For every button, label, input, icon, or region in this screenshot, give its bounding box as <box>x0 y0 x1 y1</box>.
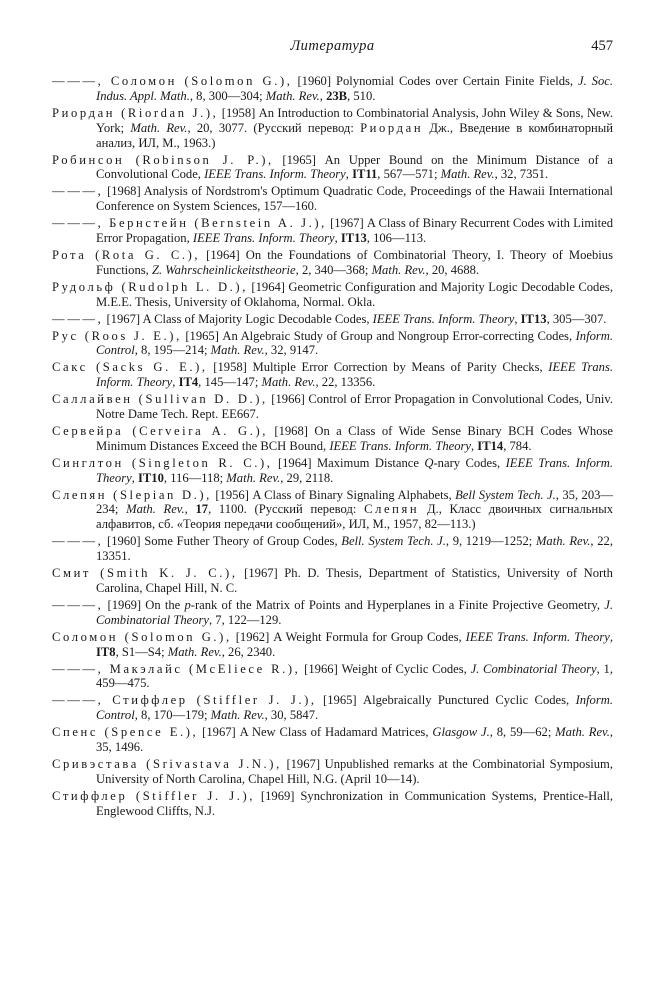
reference-entry <box>52 280 613 310</box>
reference-text: [1962] A Weight Formula for Group Codes, <box>231 629 466 644</box>
reference-text: [1967] A Class of Binary Recurrent Codes with Limited Error Propagation, <box>96 216 614 246</box>
page-number: 457 <box>591 38 613 54</box>
reference-text: , 20, 4688. <box>425 262 480 277</box>
reference-text: , 29, 2118. <box>280 470 334 485</box>
reference-author: ———, <box>52 597 104 612</box>
reference-text: , <box>471 438 478 453</box>
reference-entry <box>52 312 613 327</box>
reference-entry <box>52 153 613 183</box>
reference-bold: IT14 <box>477 438 504 453</box>
reference-entry <box>52 184 613 214</box>
reference-text: , 22, 13356. <box>315 375 376 390</box>
reference-italic: J. Soc. Indus. Appl. Math. <box>96 74 613 103</box>
reference-author: ———, Стиффлер (Stiffler J. J.), <box>52 693 317 708</box>
reference-italic: IEEE Trans. Inform. Theory <box>96 455 614 485</box>
reference-italic: Q <box>424 455 434 470</box>
reference-author: Смит (Smith K. J. C.), <box>52 566 238 581</box>
reference-italic: Bell. System Tech. J. <box>341 534 446 549</box>
reference-text: , 510. <box>347 88 376 103</box>
reference-text: [1956] A Class of Binary Signaling Alphabets, <box>211 487 456 502</box>
reference-italic: Glasgow J. <box>432 725 490 740</box>
reference-author: Спенс (Spence E.), <box>52 725 199 740</box>
reference-author: Рудольф (Rudolph L. D.), <box>52 279 248 294</box>
reference-italic: Math. Rev. <box>210 343 265 358</box>
reference-text: Д., Класс двоичных сигнальных алфавитов, сб. «Теория передачи сообщений», ИЛ, М., 1957, 82—113.) <box>96 502 613 532</box>
reference-author: Сакс (Sacks G. E.), <box>52 360 208 375</box>
reference-italic: Math. Rev. <box>265 88 320 103</box>
reference-bold: 23B <box>326 88 348 103</box>
reference-italic: IEEE Trans. Inform. Theory <box>329 438 471 453</box>
reference-bold: IT11 <box>352 167 378 182</box>
reference-entry <box>52 534 613 564</box>
reference-author: ———, <box>52 311 104 326</box>
reference-text: [1964] Maximum Distance <box>272 455 425 470</box>
reference-author: Риордан (Riordan J.), <box>52 105 219 120</box>
reference-bold: 17 <box>195 502 209 517</box>
reference-text: -rank of the Matrix of Points and Hyperplanes in a Finite Projective Geometry, <box>190 597 605 612</box>
reference-text: , S1—S4; <box>115 644 168 659</box>
reference-text: , 1100. (Русский перевод: <box>208 502 365 517</box>
reference-text: , <box>514 311 521 326</box>
reference-author: Соломон (Solomon G.), <box>52 629 232 644</box>
reference-text: , 305—307. <box>546 311 607 326</box>
reference-text: , 32, 7351. <box>494 167 549 182</box>
reference-italic: Math. Rev. <box>555 725 610 740</box>
reference-author: Синглтон (Singleton R. C.), <box>52 455 273 470</box>
reference-text: , 26, 2340. <box>221 644 276 659</box>
reference-entry <box>52 360 613 390</box>
reference-bold: IT4 <box>178 375 199 390</box>
reference-italic: Z. Wahrscheinlickeitstheorie <box>151 262 296 277</box>
reference-text: [1968] On a Class of Wide Sense Binary BCH Codes Whose Minimum Distances Exceed the BCH Bound, <box>96 423 613 453</box>
reference-entry <box>52 757 613 787</box>
reference-entry <box>52 566 613 596</box>
reference-text: [1966] Control of Error Propagation in Convolutional Codes, Univ. Notre Dame Tech. Rept. EE667. <box>96 392 613 422</box>
reference-spaced-name: Риордан <box>360 120 424 135</box>
reference-text: , 7, 122—129. <box>209 612 282 627</box>
reference-italic: Math. Rev. <box>130 120 188 135</box>
reference-entry <box>52 329 613 359</box>
reference-author: ———, Соломон (Solomon G.), <box>52 74 293 88</box>
reference-author: ———, <box>52 184 104 199</box>
reference-text: [1967] Unpublished remarks at the Combinatorial Symposium, University of North Carolina, Chapel Hill, N.G. (April 10—14). <box>96 756 613 786</box>
reference-text: , <box>609 629 614 644</box>
reference-text: , <box>319 88 327 103</box>
reference-entry <box>52 693 613 723</box>
reference-text: [1968] Analysis of Nordstrom's Optimum Quadratic Code, Proceedings of the Hawaii International Conference on System Sciences, 157—160. <box>96 184 613 214</box>
reference-italic: IEEE Trans. Inform. Theory <box>372 311 515 326</box>
reference-text: [1969] Synchronization in Communication Systems, Prentice-Hall, Englewood Cliffts, N.J. <box>96 788 613 818</box>
reference-italic: Math. Rev. <box>210 708 265 723</box>
running-title: Литература <box>290 38 375 54</box>
reference-entry <box>52 488 613 533</box>
reference-author: Рус (Roos J. E.), <box>52 328 182 343</box>
reference-italic: p <box>184 597 191 612</box>
reference-text: [1966] Weight of Cyclic Codes, <box>300 661 471 676</box>
reference-text: [1964] Geometric Configuration and Majority Logic Decodable Codes, M.E.E. Thesis, University of Oklahoma, Normal. Okla. <box>96 279 613 309</box>
reference-text: , 1, 459—475. <box>96 661 613 691</box>
reference-entry <box>52 392 613 422</box>
reference-bold: IT13 <box>520 311 547 326</box>
reference-text: , <box>334 231 341 246</box>
reference-text: [1964] On the Foundations of Combinatorial Theory, I. Theory of Moebius Functions, <box>96 247 613 277</box>
reference-text: , 106—113. <box>366 231 427 246</box>
reference-text: , 22, 13351. <box>96 534 613 564</box>
reference-text: , <box>131 470 138 485</box>
reference-text: [1958] An Introduction to Combinatorial Analysis, John Wiley & Sons, New. York; <box>96 105 613 135</box>
reference-italic: Math. Rev. <box>371 262 426 277</box>
reference-entry <box>52 630 613 660</box>
reference-text: [1965] An Algebraic Study of Group and Nongroup Error-correcting Codes, <box>181 328 576 343</box>
reference-text: , 567—571; <box>377 167 441 182</box>
reference-author: ———, Бернстейн (Bernstein A. J.), <box>52 216 327 231</box>
reference-italic: Math. Rev. <box>261 375 316 390</box>
reference-bold: IT10 <box>137 470 164 485</box>
reference-text: [1960] Polynomial Codes over Certain Finite Fields, <box>292 74 578 88</box>
reference-author: Саллайвен (Sullivan D. D.), <box>52 392 268 407</box>
reference-italic: IEEE Trans. Inform. Theory <box>96 360 614 390</box>
reference-entry <box>52 106 613 151</box>
reference-text: [1960] Some Futher Theory of Group Codes, <box>103 534 342 549</box>
reference-author: Робинсон (Robinson J. P.), <box>52 152 274 167</box>
reference-text: , <box>184 502 196 517</box>
reference-text: , 8, 59—62; <box>489 725 556 740</box>
reference-italic: IEEE Trans. Inform. Theory <box>192 231 335 246</box>
reference-italic: J. Combinatorial Theory <box>96 597 613 627</box>
reference-bold: IT8 <box>96 644 116 659</box>
reference-entry <box>52 424 613 454</box>
reference-entry <box>52 789 613 819</box>
reference-text: , <box>345 167 353 182</box>
reference-author: Рота (Rota G. C.), <box>52 247 201 262</box>
reference-text: , 116—118; <box>163 470 227 485</box>
reference-spaced-name: Слепян <box>364 502 420 517</box>
reference-text: , 20, 3077. (Русский перевод: <box>187 120 361 135</box>
reference-italic: IEEE Trans. Inform. Theory <box>465 629 610 644</box>
reference-author: ———, <box>52 534 104 549</box>
reference-author: ———, Макэлайс (McEliece R.), <box>52 661 301 676</box>
reference-italic: Math. Rev. <box>440 167 495 182</box>
reference-text: [1967] A Class of Majority Logic Decodable Codes, <box>103 311 373 326</box>
reference-text: , <box>172 375 179 390</box>
reference-text: , 35, 203—234; <box>96 487 613 517</box>
reference-author: Стиффлер (Stiffler J. J.), <box>52 788 256 803</box>
reference-italic: Math. Rev. <box>535 534 591 549</box>
reference-text: [1967] A New Class of Hadamard Matrices, <box>198 725 433 740</box>
page-header <box>52 38 613 56</box>
reference-italic: J. Combinatorial Theory <box>470 661 597 676</box>
reference-italic: Inform. Control <box>96 328 614 358</box>
reference-text: [1969] On the <box>103 597 185 612</box>
reference-entry <box>52 662 613 692</box>
reference-text: [1965] Algebraically Punctured Cyclic Codes, <box>316 693 576 708</box>
reference-entry <box>52 725 613 755</box>
reference-text: , 8, 170—179; <box>134 708 211 723</box>
reference-entry <box>52 216 613 246</box>
reference-italic: Math. Rev. <box>126 502 185 517</box>
reference-entry <box>52 598 613 628</box>
reference-text: Дж., Введение в комбинаторный анализ, ИЛ, М., 1963.) <box>96 120 613 150</box>
reference-entry <box>52 456 613 486</box>
reference-italic: Math. Rev. <box>167 644 222 659</box>
reference-author: Сервейра (Cerveira A. G.), <box>52 423 268 438</box>
reference-author: Слепян (Slepian D.), <box>52 487 212 502</box>
reference-text: , 8, 195—214; <box>134 343 211 358</box>
reference-italic: Math. Rev. <box>226 470 281 485</box>
reference-text: [1958] Multiple Error Correction by Means of Parity Checks, <box>207 360 549 375</box>
reference-text: [1967] Ph. D. Thesis, Department of Statistics, University of North Carolina, Chapel Hill, N. C. <box>96 566 613 595</box>
reference-text: , 2, 340—368; <box>295 262 372 277</box>
reference-italic: IEEE Trans. Inform. Theory <box>204 167 346 182</box>
reference-list <box>52 74 613 821</box>
reference-entry <box>52 248 613 278</box>
reference-bold: IT13 <box>340 231 367 246</box>
reference-italic: Bell System Tech. J. <box>455 487 556 502</box>
reference-text: , 35, 1496. <box>96 725 613 755</box>
reference-text: [1965] An Upper Bound on the Minimum Distance of a Convolutional Code, <box>96 152 614 182</box>
reference-text: , 8, 300—304; <box>189 88 266 103</box>
reference-text: , 9, 1219—1252; <box>445 534 536 549</box>
reference-text: , 145—147; <box>198 375 262 390</box>
reference-text: -nary Codes, <box>433 455 506 470</box>
reference-author: Сривэстава (Srivastava J.N.), <box>52 756 282 771</box>
reference-text: , 32, 9147. <box>264 343 319 358</box>
reference-text: , 784. <box>503 438 532 453</box>
reference-entry <box>52 74 613 104</box>
reference-italic: Inform. Control <box>96 693 613 723</box>
reference-text: , 30, 5847. <box>264 708 319 723</box>
